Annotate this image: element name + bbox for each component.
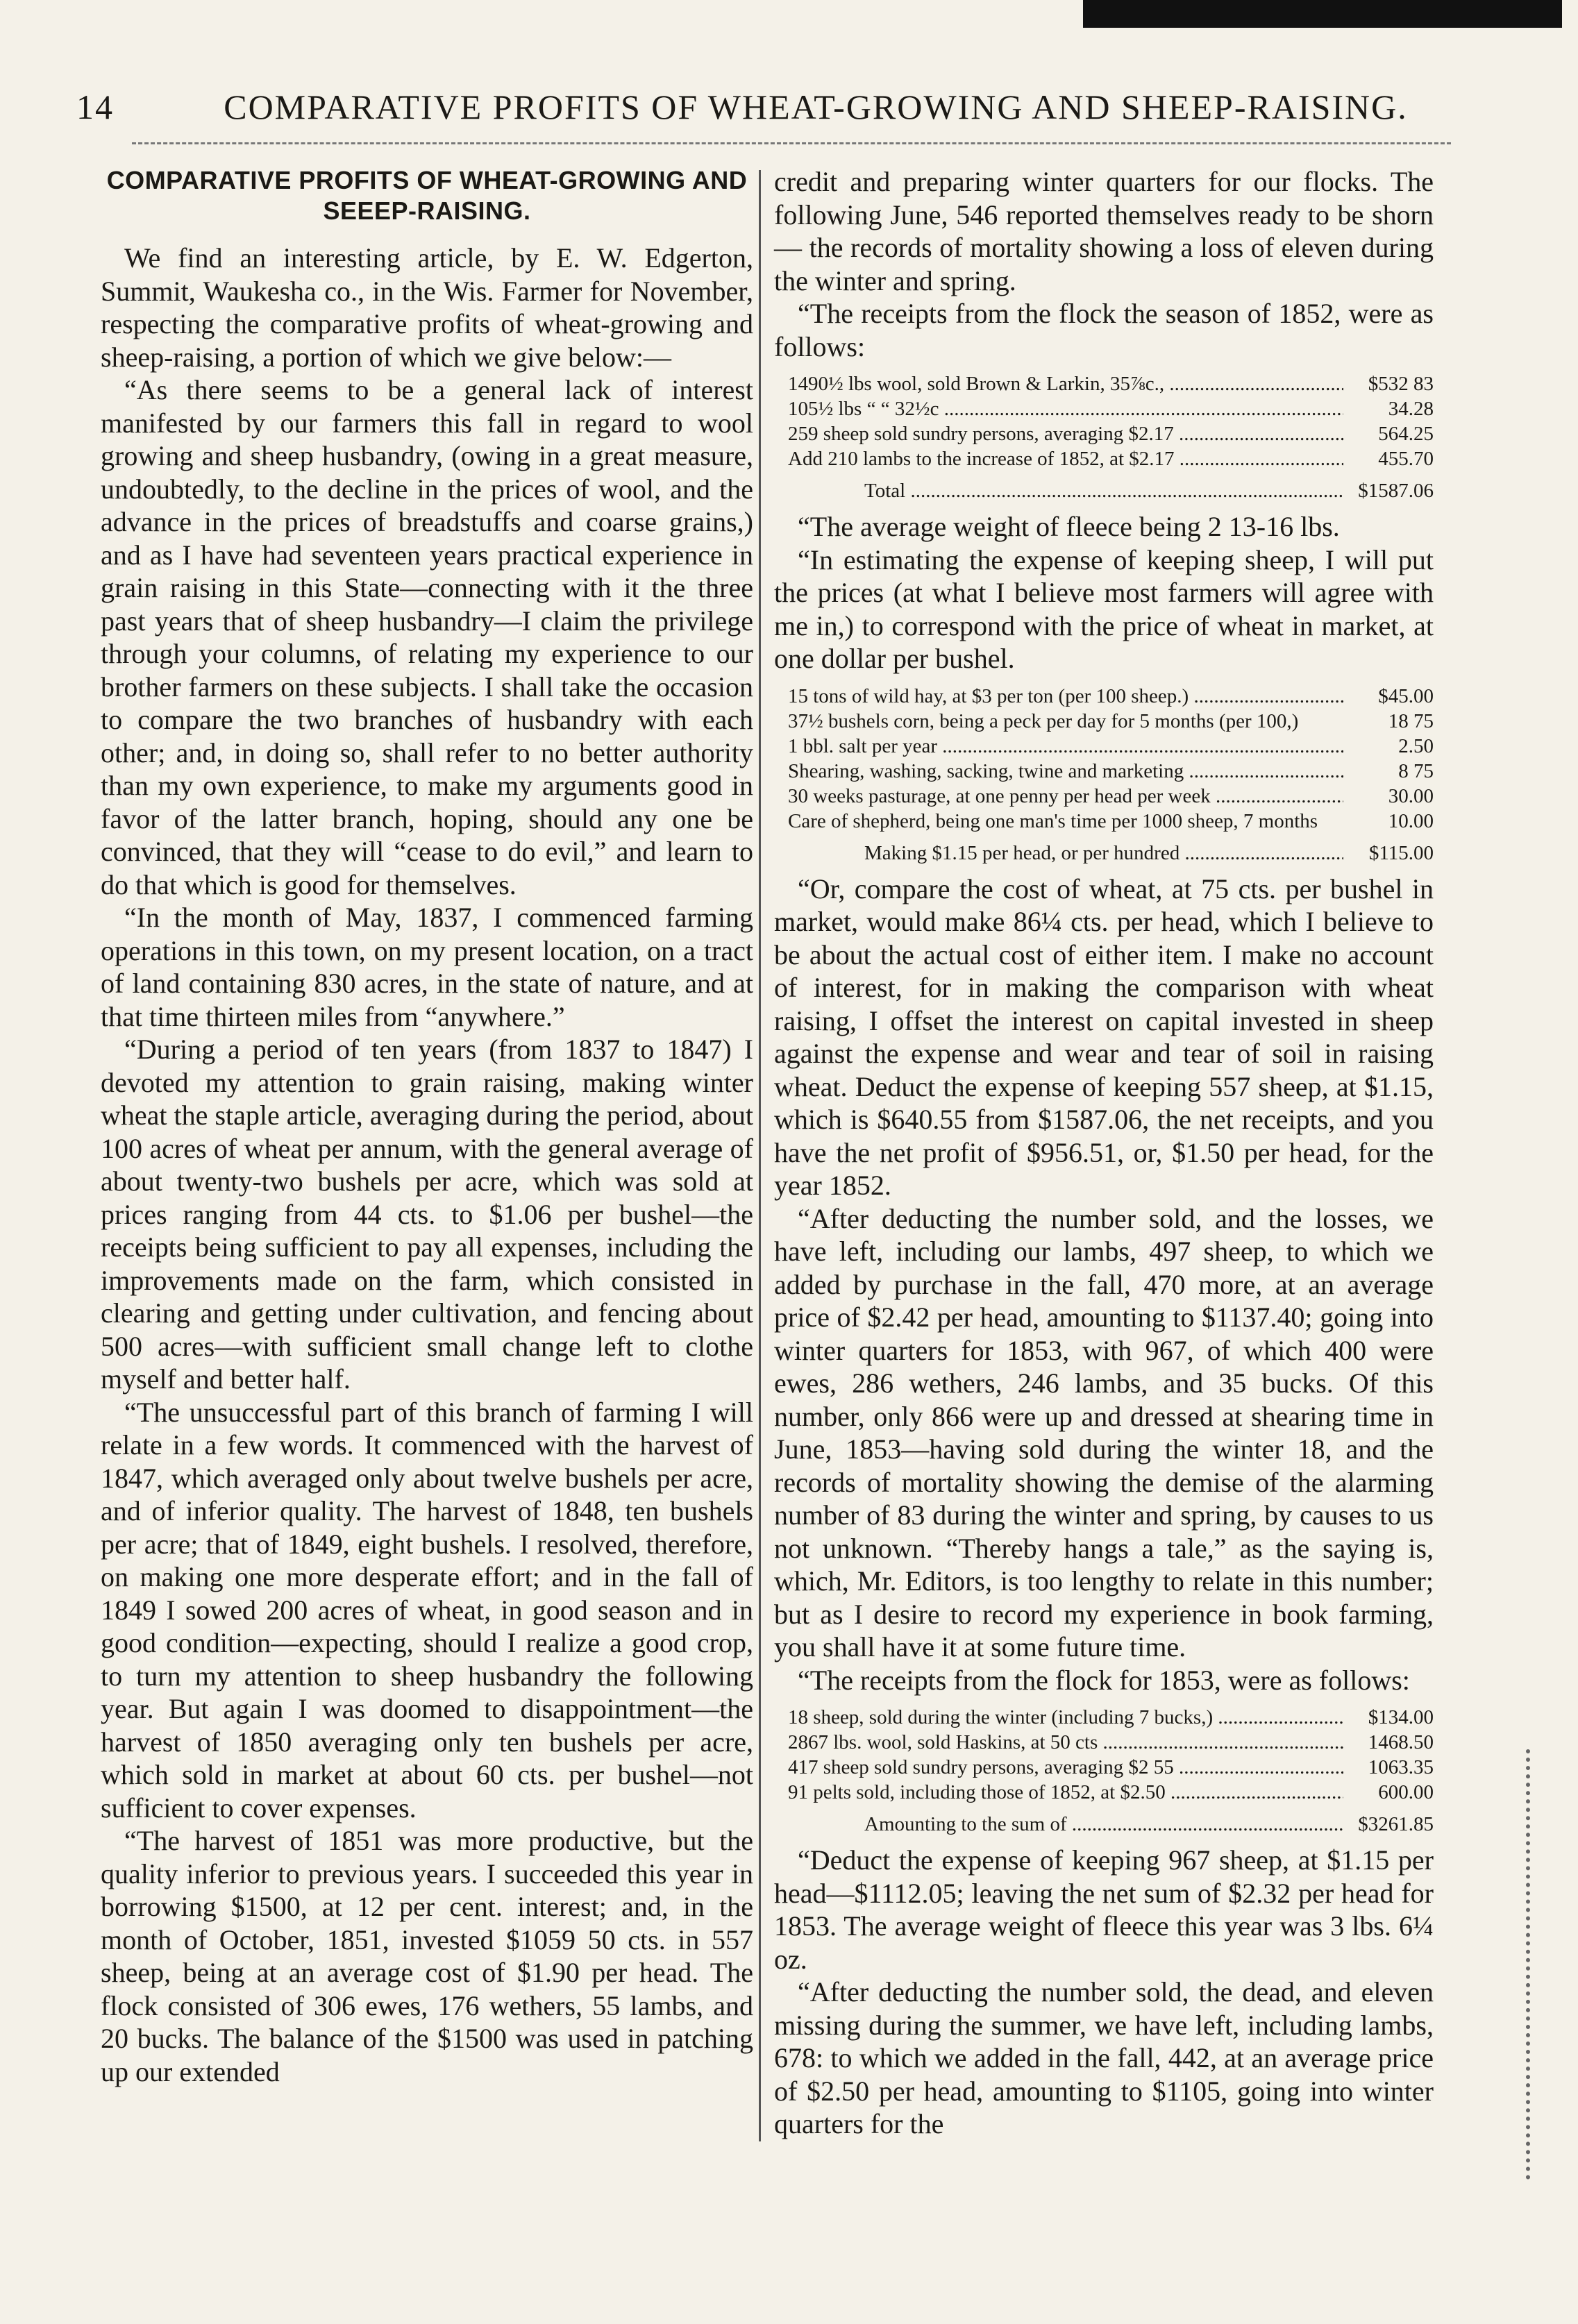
running-title: COMPARATIVE PROFITS OF WHEAT-GROWING AND SHEEP-RAISING. [224,87,1408,126]
table-row: Shearing, washing, sacking, twine and marketing ..... 8 75 [788,759,1434,784]
table-row: 105½ lbs “ “ 32½c ..... 34.28 [788,396,1434,421]
paragraph: credit and preparing winter quarters for our flocks. The following June, 546 reported themselves ready to be shorn — the records of mortality showing a loss of eleven during the winter and spring. [774,166,1434,296]
paragraph: “The unsuccessful part of this branch of farming I will relate in a few words. It commenced with the harvest of 1847, which averaged only about twelve bushels per acre, and of inferior quality. The harvest of 1848, ten bushels per acre; that of 1849, eight bushels. I resolved, therefore, on making one more desperate effort; and in the fall of 1849 I sowed 200 acres of wheat, in good season and in good condition—expecting, should I realize a good crop, to turn my attention to sheep husbandry the following year. But again I was doomed to disappointment—the harvest of 1850 averaging only ten bushels per acre, which sold in market at about 60 cts. per bushel—not sufficient to cover expenses. [101,1396,753,1824]
column-divider [759,170,761,2141]
table-row: 1 bbl. salt per year ..... 2.50 [788,734,1434,759]
header-rule [132,142,1451,144]
table-total-row: Amounting to the sum of ..... $3261.85 [788,1812,1434,1837]
table-row: 2867 lbs. wool, sold Haskins, at 50 cts ..... 1468.50 [788,1730,1434,1755]
receipts-1853-table [788,1705,1434,1837]
table-row: 1490½ lbs wool, sold Brown & Larkin, 35⅞c., ..... $532 83 [788,371,1434,396]
running-head [76,87,1506,127]
paragraph: “The receipts from the flock the season of 1852, were as follows: [774,298,1434,362]
page-number: 14 [76,87,114,126]
scan-edge-bar [1083,0,1562,28]
paragraph: “After deducting the number sold, the dead, and eleven missing during the summer, we have left, including lambs, 678: to which we added in the fall, 442, at an average price of $2.50 per head, amounting to $1105, going into winter quarters for the [774,1976,1434,2139]
table-row: 259 sheep sold sundry persons, averaging $2.17 ..... 564.25 [788,421,1434,446]
table-total-row: Making $1.15 per head, or per hundred ..... $115.00 [788,841,1434,866]
table-total-row: Total ..... $1587.06 [788,478,1434,503]
paragraph: “During a period of ten years (from 1837 to 1847) I devoted my attention to grain raising, making winter wheat the staple article, averaging during the period, about 100 acres of wheat per annum, with the general average of about twenty-two bushels per acre, which was sold at prices ranging from 44 cts. to $1.06 per bushel—the receipts being sufficient to pay all expenses, including the improvements made on the farm, which consisted in clearing and getting under cultivation, and fencing about 500 acres—with sufficient small change left to clothe myself and better half. [101,1034,753,1395]
table-row: 18 sheep, sold during the winter (including 7 bucks,) ..... $134.00 [788,1705,1434,1730]
paragraph: “After deducting the number sold, and the losses, we have left, including our lambs, 497 sheep, to which we added by purchase in the fall, 470 more, at an average price of $2.42 per head, amounting to $1137.40; going into winter quarters for 1853, with 967, of which 400 were ewes, 286 wethers, 246 lambs, and 35 bucks. Of this number, only 866 were up and dressed at shearing time in June, 1853—having sold during the winter 18, and the records of mortality showing the demise of the alarming number of 83 during the winter and spring, by causes to us not unknown. “Thereby hangs a tale,” as the saying is, which, Mr. Editors, is too lengthy to relate in this number; but as I desire to record my experience in book farming, you shall have it at some future time. [774,1202,1434,1662]
paragraph: “As there seems to be a general lack of interest manifested by our farmers this fall in regard to wool growing and sheep husbandry, (owing in a great measure, undoubtedly, to the decline in the prices of wool, and the advance in the prices of breadstuffs and coarse grains,) and as I have had seventeen years practical experience in grain raising in this State—connecting with it the three past years that of sheep husbandry—I claim the privilege through your columns, of relating my experience to our brother farmers on these subjects. I shall take the occasion to compare the two branches of husbandry with each other; and, in doing so, shall refer to no better authority than my own experience, to make my arguments good in favor of the latter branch, hoping, should any one be convinced, that they will “cease to do evil,” and learn to do that which is good for themselves. [101,374,753,900]
paragraph: “In the month of May, 1837, I commenced farming operations in this town, on my present location, on a tract of land containing 830 acres, in the state of nature, and at that time thirteen miles from “anywhere.” [101,902,753,1032]
paragraph: We find an interesting article, by E. W. Edgerton, Summit, Waukesha co., in the Wis. Farmer for November, respecting the comparative profits of wheat-growing and sheep-raising, a portion of which we give below:— [101,242,753,373]
table-row: 15 tons of wild hay, at $3 per ton (per 100 sheep.) ..... $45.00 [788,684,1434,709]
table-row: 37½ bushels corn, being a peck per day for 5 months (per 100,) 18 75 [788,709,1434,732]
paragraph: “The average weight of fleece being 2 13-16 lbs. [798,511,1340,542]
paragraph: “Or, compare the cost of wheat, at 75 cts. per bushel in market, would make 86¼ cts. per head, which I believe to be about the actual cost of either item. I make no account of interest, for in making the comparison with wheat raising, I offset the interest on capital invested in sheep against the expense and wear and tear of soil in raising wheat. Deduct the expense of keeping 557 sheep, at $1.15, which is $640.55 from $1587.06, the net receipts, and you have the net profit of $956.51, or, $1.50 per head, for the year 1852. [774,873,1434,1201]
table-row: Care of shepherd, being one man's time per 1000 sheep, 7 months 10.00 [788,809,1434,832]
table-row: 30 weeks pasturage, at one penny per head per week ..... 30.00 [788,784,1434,809]
left-column [101,165,753,2088]
article-title: COMPARATIVE PROFITS OF WHEAT-GROWING AND SEEEP-RAISING. [106,166,748,225]
paragraph: “In estimating the expense of keeping sheep, I will put the prices (at what I believe most farmers will agree with me in,) to correspond with the price of wheat in market, at one dollar per bushel. [774,544,1434,674]
receipts-1852-table [788,371,1434,503]
right-column [774,165,1434,2141]
paragraph: “The receipts from the flock for 1853, were as follows: [798,1664,1410,1696]
expense-table [788,684,1434,866]
table-row: 91 pelts sold, including those of 1852, at $2.50 ..... 600.00 [788,1780,1434,1805]
paragraph: “Deduct the expense of keeping 967 sheep, at $1.15 per head—$1112.05; leaving the net sum of $2.32 per head for 1853. The average weight of fleece this year was 3 lbs. 6¼ oz. [774,1844,1434,1975]
table-row: Add 210 lambs to the increase of 1852, at $2.17 ..... 455.70 [788,446,1434,471]
paragraph: “The harvest of 1851 was more productive, but the quality inferior to previous years. I succeeded this year in borrowing $1500, at 12 per cent. interest; and, in the month of October, 1851, invested $1059 50 cts. in 557 sheep, being at an average cost of $1.90 per head. The flock consisted of 306 ewes, 176 wethers, 55 lambs, and 20 bucks. The balance of the $1500 was used in patching up our extended [101,1825,753,2087]
binding-edge-marks [1526,1749,1551,2180]
table-row: 417 sheep sold sundry persons, averaging $2 55 ..... 1063.35 [788,1755,1434,1780]
